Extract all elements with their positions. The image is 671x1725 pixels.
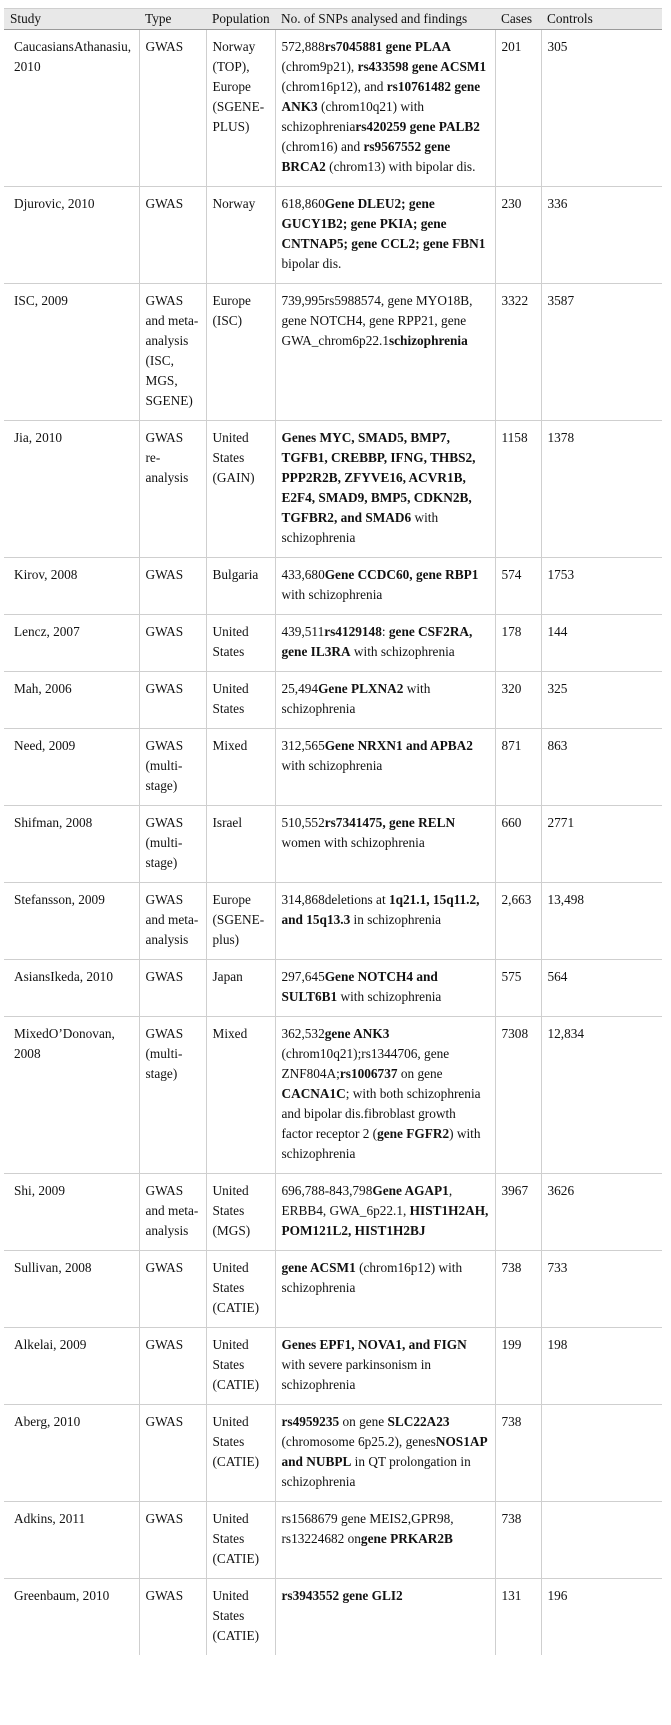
cell-controls: 564 (541, 960, 662, 1017)
cell-cases: 1158 (495, 421, 541, 558)
table-row (4, 672, 662, 729)
finding-text: with schizophrenia (281, 587, 383, 602)
finding-text: 572,888 (281, 39, 325, 54)
cell-cases: 3967 (495, 1174, 541, 1251)
finding-text: 739,995rs5988574, gene MYO18B, gene NOTCH4, gene RPP21, gene GWA_chrom6p22.1 (281, 293, 473, 348)
finding-highlight: gene ACSM1 (281, 1260, 356, 1275)
finding-highlight: schizophrenia (388, 333, 468, 348)
header-study: Study (4, 9, 139, 30)
table-row (4, 558, 662, 615)
finding-text: with schizophrenia (281, 510, 439, 545)
cell-controls: 144 (541, 615, 662, 672)
cell-study: CaucasiansAthanasiu, 2010 (4, 30, 139, 187)
cell-controls: 733 (541, 1251, 662, 1328)
table-row (4, 960, 662, 1017)
finding-highlight: Genes MYC, SMAD5, BMP7, TGFB1, CREBBP, IFNG, THBS2, PPP2R2B, ZFYVE16, ACVR1B, E2F4, SMAD9, BMP5, CDKN2B, TGFBR2, and SMAD6 (281, 430, 476, 525)
finding-text: with schizophrenia (337, 989, 442, 1004)
cell-cases: 201 (495, 30, 541, 187)
header-controls: Controls (541, 9, 662, 30)
table-row (4, 1174, 662, 1251)
table-row (4, 806, 662, 883)
cell-cases: 738 (495, 1502, 541, 1579)
header-type: Type (139, 9, 206, 30)
cell-findings (275, 1251, 495, 1328)
finding-text: (chrom16p12), and (281, 79, 387, 94)
finding-text: (chrom10q21) with schizophrenia (281, 99, 425, 134)
finding-text: with severe parkinsonism in schizophrenia (281, 1357, 432, 1392)
finding-text: (chrom16) and (281, 139, 364, 154)
finding-text: in QT prolongation in schizophrenia (281, 1454, 471, 1489)
finding-text: (chrom10q21);rs1344706, gene ZNF804A; (281, 1046, 450, 1081)
table-row (4, 1502, 662, 1579)
finding-highlight: CACNA1C (281, 1086, 346, 1101)
cell-findings (275, 1405, 495, 1502)
cell-findings (275, 729, 495, 806)
finding-highlight: NOS1AP and NUBPL (281, 1434, 487, 1469)
cell-population: United States (CATIE) (206, 1328, 275, 1405)
finding-highlight: rs10761482 gene ANK3 (281, 79, 481, 114)
cell-type: GWAS (multi-stage) (139, 1017, 206, 1174)
cell-findings (275, 806, 495, 883)
finding-highlight: SLC22A23 (387, 1414, 450, 1429)
table-row (4, 421, 662, 558)
cell-study: Alkelai, 2009 (4, 1328, 139, 1405)
cell-controls: 196 (541, 1579, 662, 1656)
cell-population: Mixed (206, 729, 275, 806)
cell-type: GWAS (139, 672, 206, 729)
cell-cases: 574 (495, 558, 541, 615)
finding-text: rs1568679 gene MEIS2,GPR98, rs13224682 on (281, 1511, 454, 1546)
cell-population: Bulgaria (206, 558, 275, 615)
finding-highlight: gene PRKAR2B (360, 1531, 453, 1546)
cell-findings (275, 1174, 495, 1251)
finding-text: in schizophrenia (350, 912, 442, 927)
cell-findings (275, 1328, 495, 1405)
table-row (4, 284, 662, 421)
cell-population: United States (206, 672, 275, 729)
cell-type: GWAS (139, 1579, 206, 1656)
finding-text: , ERBB4, GWA_6p22.1, (281, 1183, 453, 1218)
cell-study: Jia, 2010 (4, 421, 139, 558)
cell-findings (275, 960, 495, 1017)
finding-highlight: rs3943552 gene GLI2 (281, 1588, 403, 1603)
cell-population: United States (GAIN) (206, 421, 275, 558)
cell-controls: 2771 (541, 806, 662, 883)
cell-study: ISC, 2009 (4, 284, 139, 421)
cell-cases: 660 (495, 806, 541, 883)
cell-cases: 738 (495, 1405, 541, 1502)
cell-type: GWAS (multi-stage) (139, 806, 206, 883)
finding-highlight: Gene CCDC60, gene RBP1 (324, 567, 479, 582)
header-population: Population (206, 9, 275, 30)
table-row (4, 1579, 662, 1656)
cell-controls: 3626 (541, 1174, 662, 1251)
cell-population: United States (MGS) (206, 1174, 275, 1251)
cell-controls (541, 1405, 662, 1502)
cell-type: GWAS (139, 1405, 206, 1502)
header-row (4, 9, 662, 30)
cell-controls: 863 (541, 729, 662, 806)
table-header (4, 9, 662, 30)
cell-population: Israel (206, 806, 275, 883)
cell-controls: 305 (541, 30, 662, 187)
cell-study: Shi, 2009 (4, 1174, 139, 1251)
finding-highlight: gene FGFR2 (377, 1126, 450, 1141)
cell-cases: 575 (495, 960, 541, 1017)
finding-text: 433,680 (281, 567, 325, 582)
cell-population: United States (CATIE) (206, 1251, 275, 1328)
cell-type: GWAS (139, 187, 206, 284)
cell-study: MixedO’Donovan, 2008 (4, 1017, 139, 1174)
finding-highlight: Gene NRXN1 and APBA2 (324, 738, 473, 753)
table-row (4, 883, 662, 960)
finding-text: : (381, 624, 389, 639)
finding-text: bipolar dis. (281, 256, 342, 271)
cell-population: United States (CATIE) (206, 1502, 275, 1579)
cell-findings (275, 187, 495, 284)
finding-highlight: Genes EPF1, NOVA1, and FIGN (281, 1337, 467, 1352)
cell-cases: 3322 (495, 284, 541, 421)
table-body (4, 30, 662, 1656)
finding-text: with schizophrenia (281, 758, 383, 773)
cell-type: GWAS (139, 30, 206, 187)
header-findings: No. of SNPs analysed and findings (275, 9, 495, 30)
cell-cases: 199 (495, 1328, 541, 1405)
finding-highlight: rs7341475, gene RELN (324, 815, 456, 830)
finding-highlight: rs4129148 (324, 624, 382, 639)
cell-study: Shifman, 2008 (4, 806, 139, 883)
finding-text: (chrom16p12) with schizophrenia (281, 1260, 463, 1295)
cell-population: Mixed (206, 1017, 275, 1174)
cell-type: GWAS (139, 558, 206, 615)
gwas-studies-table (4, 8, 662, 1655)
finding-text: ) with schizophrenia (281, 1126, 481, 1161)
finding-highlight: Gene DLEU2; gene GUCY1B2; gene PKIA; gene CNTNAP5; gene CCL2; gene FBN1 (281, 196, 486, 251)
finding-highlight: rs4959235 (281, 1414, 340, 1429)
header-cases: Cases (495, 9, 541, 30)
finding-text: 510,552 (281, 815, 325, 830)
finding-text: 439,511 (281, 624, 325, 639)
finding-text: women with schizophrenia (281, 835, 425, 850)
cell-controls: 3587 (541, 284, 662, 421)
cell-cases: 2,663 (495, 883, 541, 960)
cell-population: Europe (SGENE-plus) (206, 883, 275, 960)
table-row (4, 1017, 662, 1174)
cell-study: Greenbaum, 2010 (14, 1588, 110, 1603)
cell-population: United States (206, 615, 275, 672)
cell-study: AsiansIkeda, 2010 (4, 960, 139, 1017)
cell-population: Norway (206, 187, 275, 284)
finding-text: on gene (397, 1066, 443, 1081)
finding-text: 297,645 (281, 969, 325, 984)
cell-findings (275, 284, 495, 421)
cell-type: GWAS (multi-stage) (139, 729, 206, 806)
cell-population: United States (CATIE) (206, 1579, 275, 1656)
cell-population: Europe (ISC) (206, 284, 275, 421)
finding-highlight: rs433598 gene ACSM1 (357, 59, 487, 74)
finding-highlight: gene ANK3 (324, 1026, 390, 1041)
cell-type: GWAS (139, 1251, 206, 1328)
cell-findings (275, 1579, 495, 1656)
finding-text: 312,565 (281, 738, 325, 753)
cell-study: Aberg, 2010 (4, 1405, 139, 1502)
finding-text: on gene (339, 1414, 388, 1429)
cell-controls: 13,498 (541, 883, 662, 960)
cell-study: Djurovic, 2010 (4, 187, 139, 284)
cell-controls: 12,834 (541, 1017, 662, 1174)
cell-controls: 325 (541, 672, 662, 729)
cell-findings (275, 1502, 495, 1579)
cell-controls: 1378 (541, 421, 662, 558)
finding-text: with schizophrenia (281, 681, 431, 716)
finding-text: 362,532 (281, 1026, 325, 1041)
finding-highlight: 1q21.1, 15q11.2, and 15q13.3 (281, 892, 480, 927)
table-row (4, 729, 662, 806)
finding-text: (chromosome 6p25.2), genes (281, 1434, 436, 1449)
cell-findings (275, 883, 495, 960)
cell-study: Need, 2009 (4, 729, 139, 806)
finding-text: with schizophrenia (350, 644, 455, 659)
finding-text: (chrom13) with bipolar dis. (325, 159, 476, 174)
finding-text: ; with both schizophrenia and bipolar dis.fibroblast growth factor receptor 2 ( (281, 1086, 481, 1141)
finding-highlight: rs7045881 gene PLAA (324, 39, 452, 54)
cell-type: GWAS (139, 615, 206, 672)
cell-study: Kirov, 2008 (4, 558, 139, 615)
table-row (4, 615, 662, 672)
table-row (4, 30, 662, 187)
cell-study: Adkins, 2011 (4, 1502, 139, 1579)
cell-findings (275, 1017, 495, 1174)
finding-highlight: rs420259 gene PALB2 (355, 119, 480, 134)
cell-type: GWAS (139, 1328, 206, 1405)
cell-study: Sullivan, 2008 (4, 1251, 139, 1328)
table-row (4, 1328, 662, 1405)
cell-type: GWAS re-analysis (139, 421, 206, 558)
finding-text: 618,860 (281, 196, 325, 211)
finding-highlight: gene CSF2RA, gene IL3RA (281, 624, 473, 659)
cell-cases: 738 (495, 1251, 541, 1328)
table-row (4, 1251, 662, 1328)
finding-text: 696,788-843,798 (281, 1183, 373, 1198)
finding-highlight: Gene AGAP1 (372, 1183, 449, 1198)
finding-text: 25,494 (281, 681, 319, 696)
cell-study: Stefansson, 2009 (4, 883, 139, 960)
finding-highlight: rs9567552 gene BRCA2 (281, 139, 451, 174)
cell-type: GWAS (139, 1502, 206, 1579)
table-row (4, 187, 662, 284)
finding-text: (chrom9p21), (281, 59, 358, 74)
cell-study: Mah, 2006 (4, 672, 139, 729)
cell-findings (275, 30, 495, 187)
cell-population: United States (CATIE) (206, 1405, 275, 1502)
finding-text: 314,868deletions at (281, 892, 389, 907)
cell-controls (541, 1502, 662, 1579)
cell-cases: 178 (495, 615, 541, 672)
cell-controls: 336 (541, 187, 662, 284)
cell-findings (275, 615, 495, 672)
finding-highlight: Gene NOTCH4 and SULT6B1 (281, 969, 438, 1004)
table-row (4, 1405, 662, 1502)
cell-cases: 320 (495, 672, 541, 729)
finding-highlight: rs1006737 (339, 1066, 398, 1081)
cell-population: Norway (TOP), Europe (SGENE-PLUS) (206, 30, 275, 187)
finding-highlight: HIST1H2AH, POM121L2, HIST1H2BJ (281, 1203, 489, 1238)
cell-type: GWAS and meta-analysis (ISC, MGS, SGENE) (139, 284, 206, 421)
cell-cases: 871 (495, 729, 541, 806)
cell-findings (275, 672, 495, 729)
finding-highlight: Gene PLXNA2 (318, 681, 404, 696)
cell-findings (275, 421, 495, 558)
cell-cases: 7308 (495, 1017, 541, 1174)
cell-type: GWAS (139, 960, 206, 1017)
cell-findings (275, 558, 495, 615)
cell-controls: 198 (541, 1328, 662, 1405)
cell-type: GWAS and meta-analysis (139, 883, 206, 960)
cell-cases: 131 (495, 1579, 541, 1656)
cell-population: Japan (206, 960, 275, 1017)
cell-type: GWAS and meta-analysis (139, 1174, 206, 1251)
cell-cases: 230 (495, 187, 541, 284)
cell-controls: 1753 (541, 558, 662, 615)
cell-study: Lencz, 2007 (4, 615, 139, 672)
